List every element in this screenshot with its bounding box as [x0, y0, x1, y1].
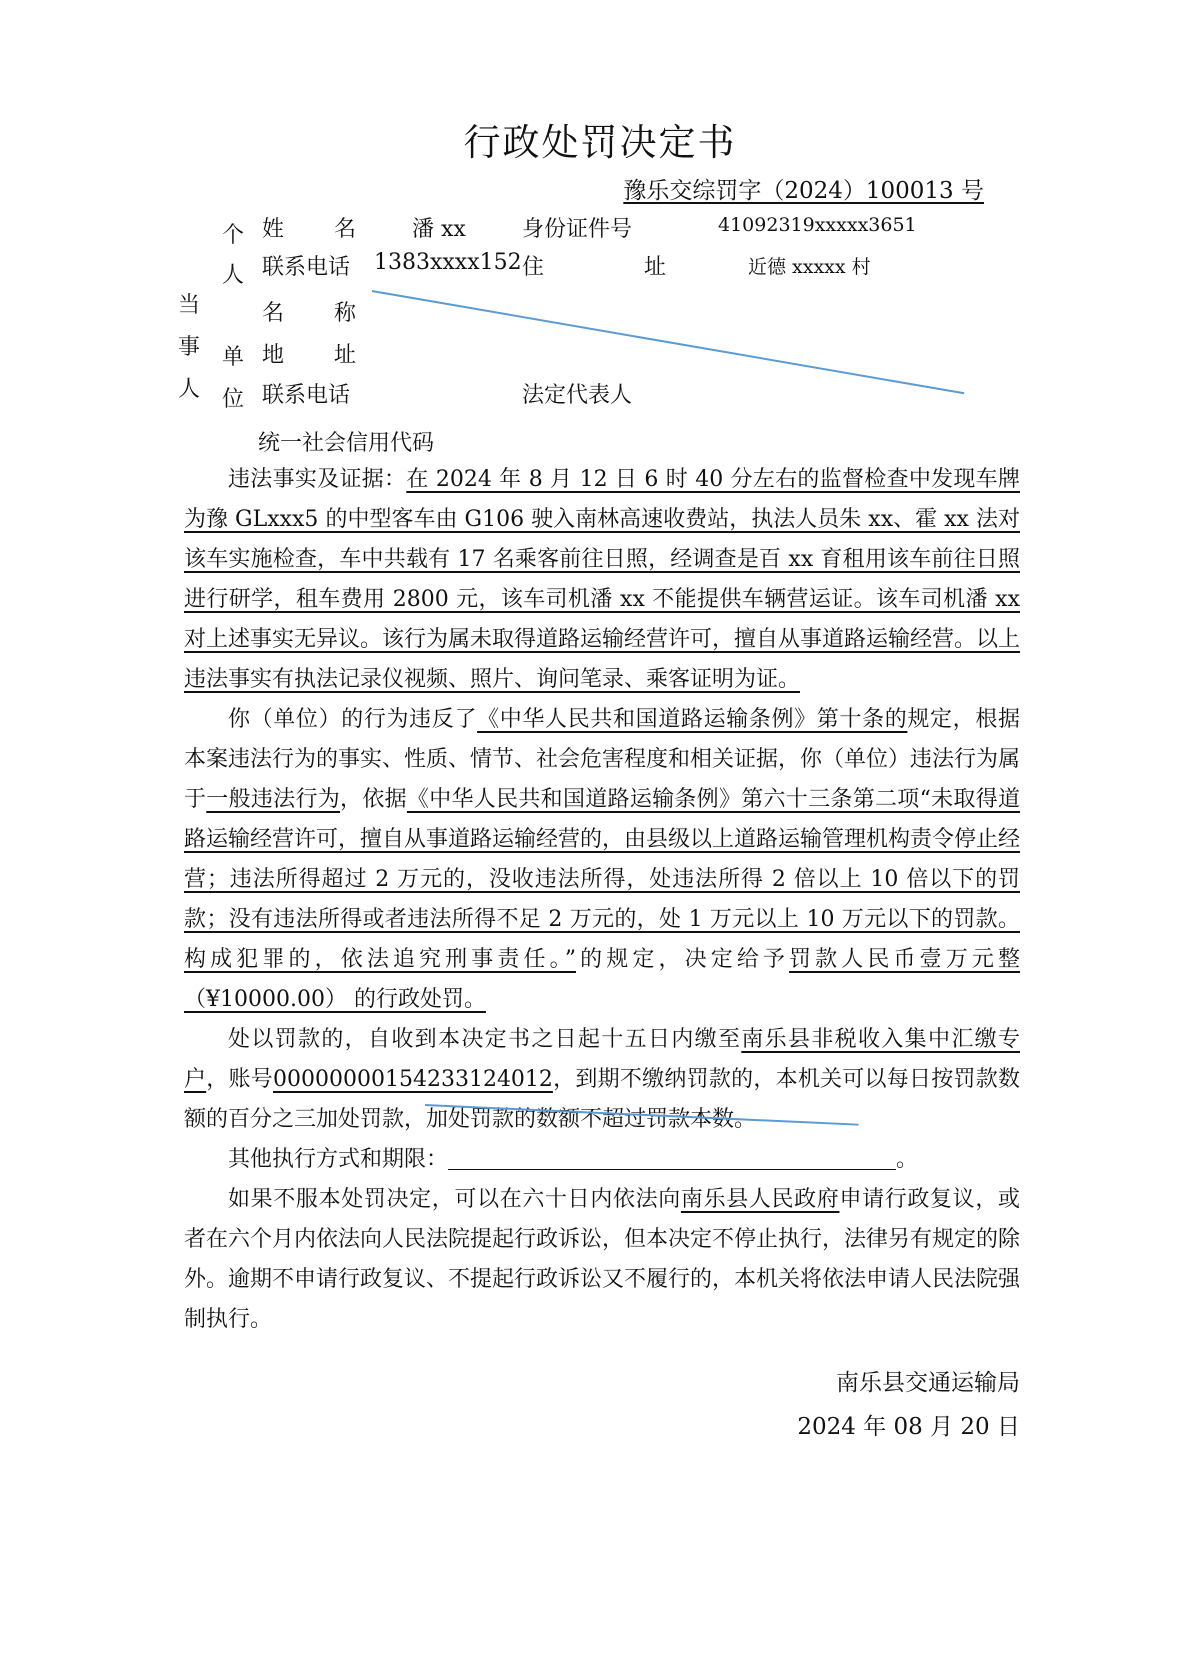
unit-address-label: 地址 — [262, 343, 407, 368]
issuing-agency: 南乐县交通运输局 — [836, 1370, 1020, 1396]
payment-terms: ，到期不缴纳罚款的，本机关可以每日按罚款数额的百分之三加处罚款，加处罚款的数额不超过罚款本数。 — [184, 1067, 1020, 1132]
legal-representative-label: 法定代表人 — [522, 383, 633, 408]
party-label-2: 事 — [178, 335, 201, 360]
individual-label-2: 人 — [222, 263, 245, 288]
unit-label-1: 单 — [222, 345, 245, 370]
violation-severity: 一般违法行为 — [206, 787, 341, 812]
violation-paragraph — [184, 700, 1020, 1020]
facts-paragraph — [184, 460, 1020, 700]
phone-value: 1383xxxx152 — [374, 250, 522, 275]
id-value: 41092319xxxxx3651 — [718, 214, 917, 236]
name-value: 潘 xx — [412, 217, 466, 242]
individual-label-1: 个 — [222, 223, 245, 248]
party-label-1: 当 — [178, 293, 201, 318]
document-body — [184, 460, 1020, 1340]
penalty-law: 《中华人民共和国道路运输条例》第六十三条第二项“未取得道路运输经营许可，擅自从事道路运输经营的，由县级以上道路运输管理机构责令停止经营；违法所得超过 2 万元的，没收违法所得，处违法所得 2 倍以上 10 倍以下的罚款；没有违法所得或者违法所得不足 2 万元的，处 1 万元以上 10 万元以下的罚款。构成犯罪的，依法追究刑事责任。” — [184, 787, 1021, 972]
appeal-intro: 如果不服本处罚决定，可以在六十日内依法向 — [228, 1187, 681, 1212]
unit-name-label: 名称 — [262, 301, 407, 326]
other-enforcement-end: 。 — [896, 1147, 919, 1172]
phone-label: 联系电话 — [262, 255, 351, 280]
payment-paragraph — [184, 1020, 1020, 1140]
payment-account-label: ，账号 — [206, 1067, 273, 1092]
document-title: 行政处罚决定书 — [463, 121, 737, 164]
other-enforcement-paragraph — [184, 1140, 1020, 1180]
violation-text: 规定，根据本案违法行为的事实、性质、情节、社会危害程度和相关证据，你（单位）违法行为属于 — [184, 707, 1021, 812]
other-enforcement-blank — [448, 1147, 896, 1170]
payment-intro: 处以罚款的，自收到本决定书之日起十五日内缴至 — [228, 1027, 742, 1052]
other-enforcement-label: 其他执行方式和期限： — [228, 1147, 449, 1172]
issue-date: 2024 年 08 月 20 日 — [797, 1414, 1020, 1440]
party-label-3: 人 — [178, 377, 201, 402]
appeal-paragraph — [184, 1180, 1020, 1340]
address-value: 近德 xxxxx 村 — [748, 256, 871, 278]
document-number: 豫乐交综罚字（2024）100013 号 — [623, 178, 984, 204]
violation-basis-intro: ，依据 — [340, 787, 407, 812]
id-label: 身份证件号 — [522, 217, 633, 242]
unit-label-2: 位 — [222, 387, 245, 412]
unit-phone-label: 联系电话 — [262, 383, 351, 408]
violation-intro: 你（单位）的行为违反了 — [228, 707, 478, 732]
name-label: 姓名 — [262, 217, 407, 242]
decision-intro: 的规定，决定给予 — [576, 947, 790, 972]
payment-account-number: 00000000154233124012 — [272, 1067, 553, 1092]
credit-code-label: 统一社会信用代码 — [258, 431, 435, 456]
appeal-text: 申请行政复议，或者在六个月内依法向人民法院提起行政诉讼，但本决定不停止执行，法律另有规定的除外。逾期不申请行政复议、不提起行政诉讼又不履行的，本机关将依法申请人民法院强制执行。 — [184, 1187, 1021, 1332]
violated-law: 《中华人民共和国道路运输条例》第十条的 — [477, 707, 908, 732]
appeal-authority: 南乐县人民政府 — [680, 1187, 840, 1212]
address-label: 住址 — [522, 255, 767, 280]
penalty-decision: 罚款人民币壹万元整（¥10000.00） 的行政处罚。 — [184, 947, 1020, 1012]
facts-label: 违法事实及证据： — [228, 467, 407, 492]
payment-account-name: 南乐县非税收入集中汇缴专户 — [184, 1027, 1020, 1092]
unit-strike-line — [372, 290, 964, 394]
facts-text: 在 2024 年 8 月 12 日 6 时 40 分左右的监督检查中发现车牌为豫 GLxxx5 的中型客车由 G106 驶入南林高速收费站，执法人员朱 xx、霍 xx 法对该车实施检查，车中共载有 17 名乘客前往日照，经调查是百 xx 育租用该车前往日照进行研学，租车费用 2800 元，该车司机潘 xx 不能提供车辆营运证。该车司机潘 xx 对上述事实无异议。该行为属未取得道路运输经营许可，擅自从事道路运输经营。以上违法事实有执法记录仪视频、照片、询问笔录、乘客证明为证。 — [184, 467, 1021, 692]
